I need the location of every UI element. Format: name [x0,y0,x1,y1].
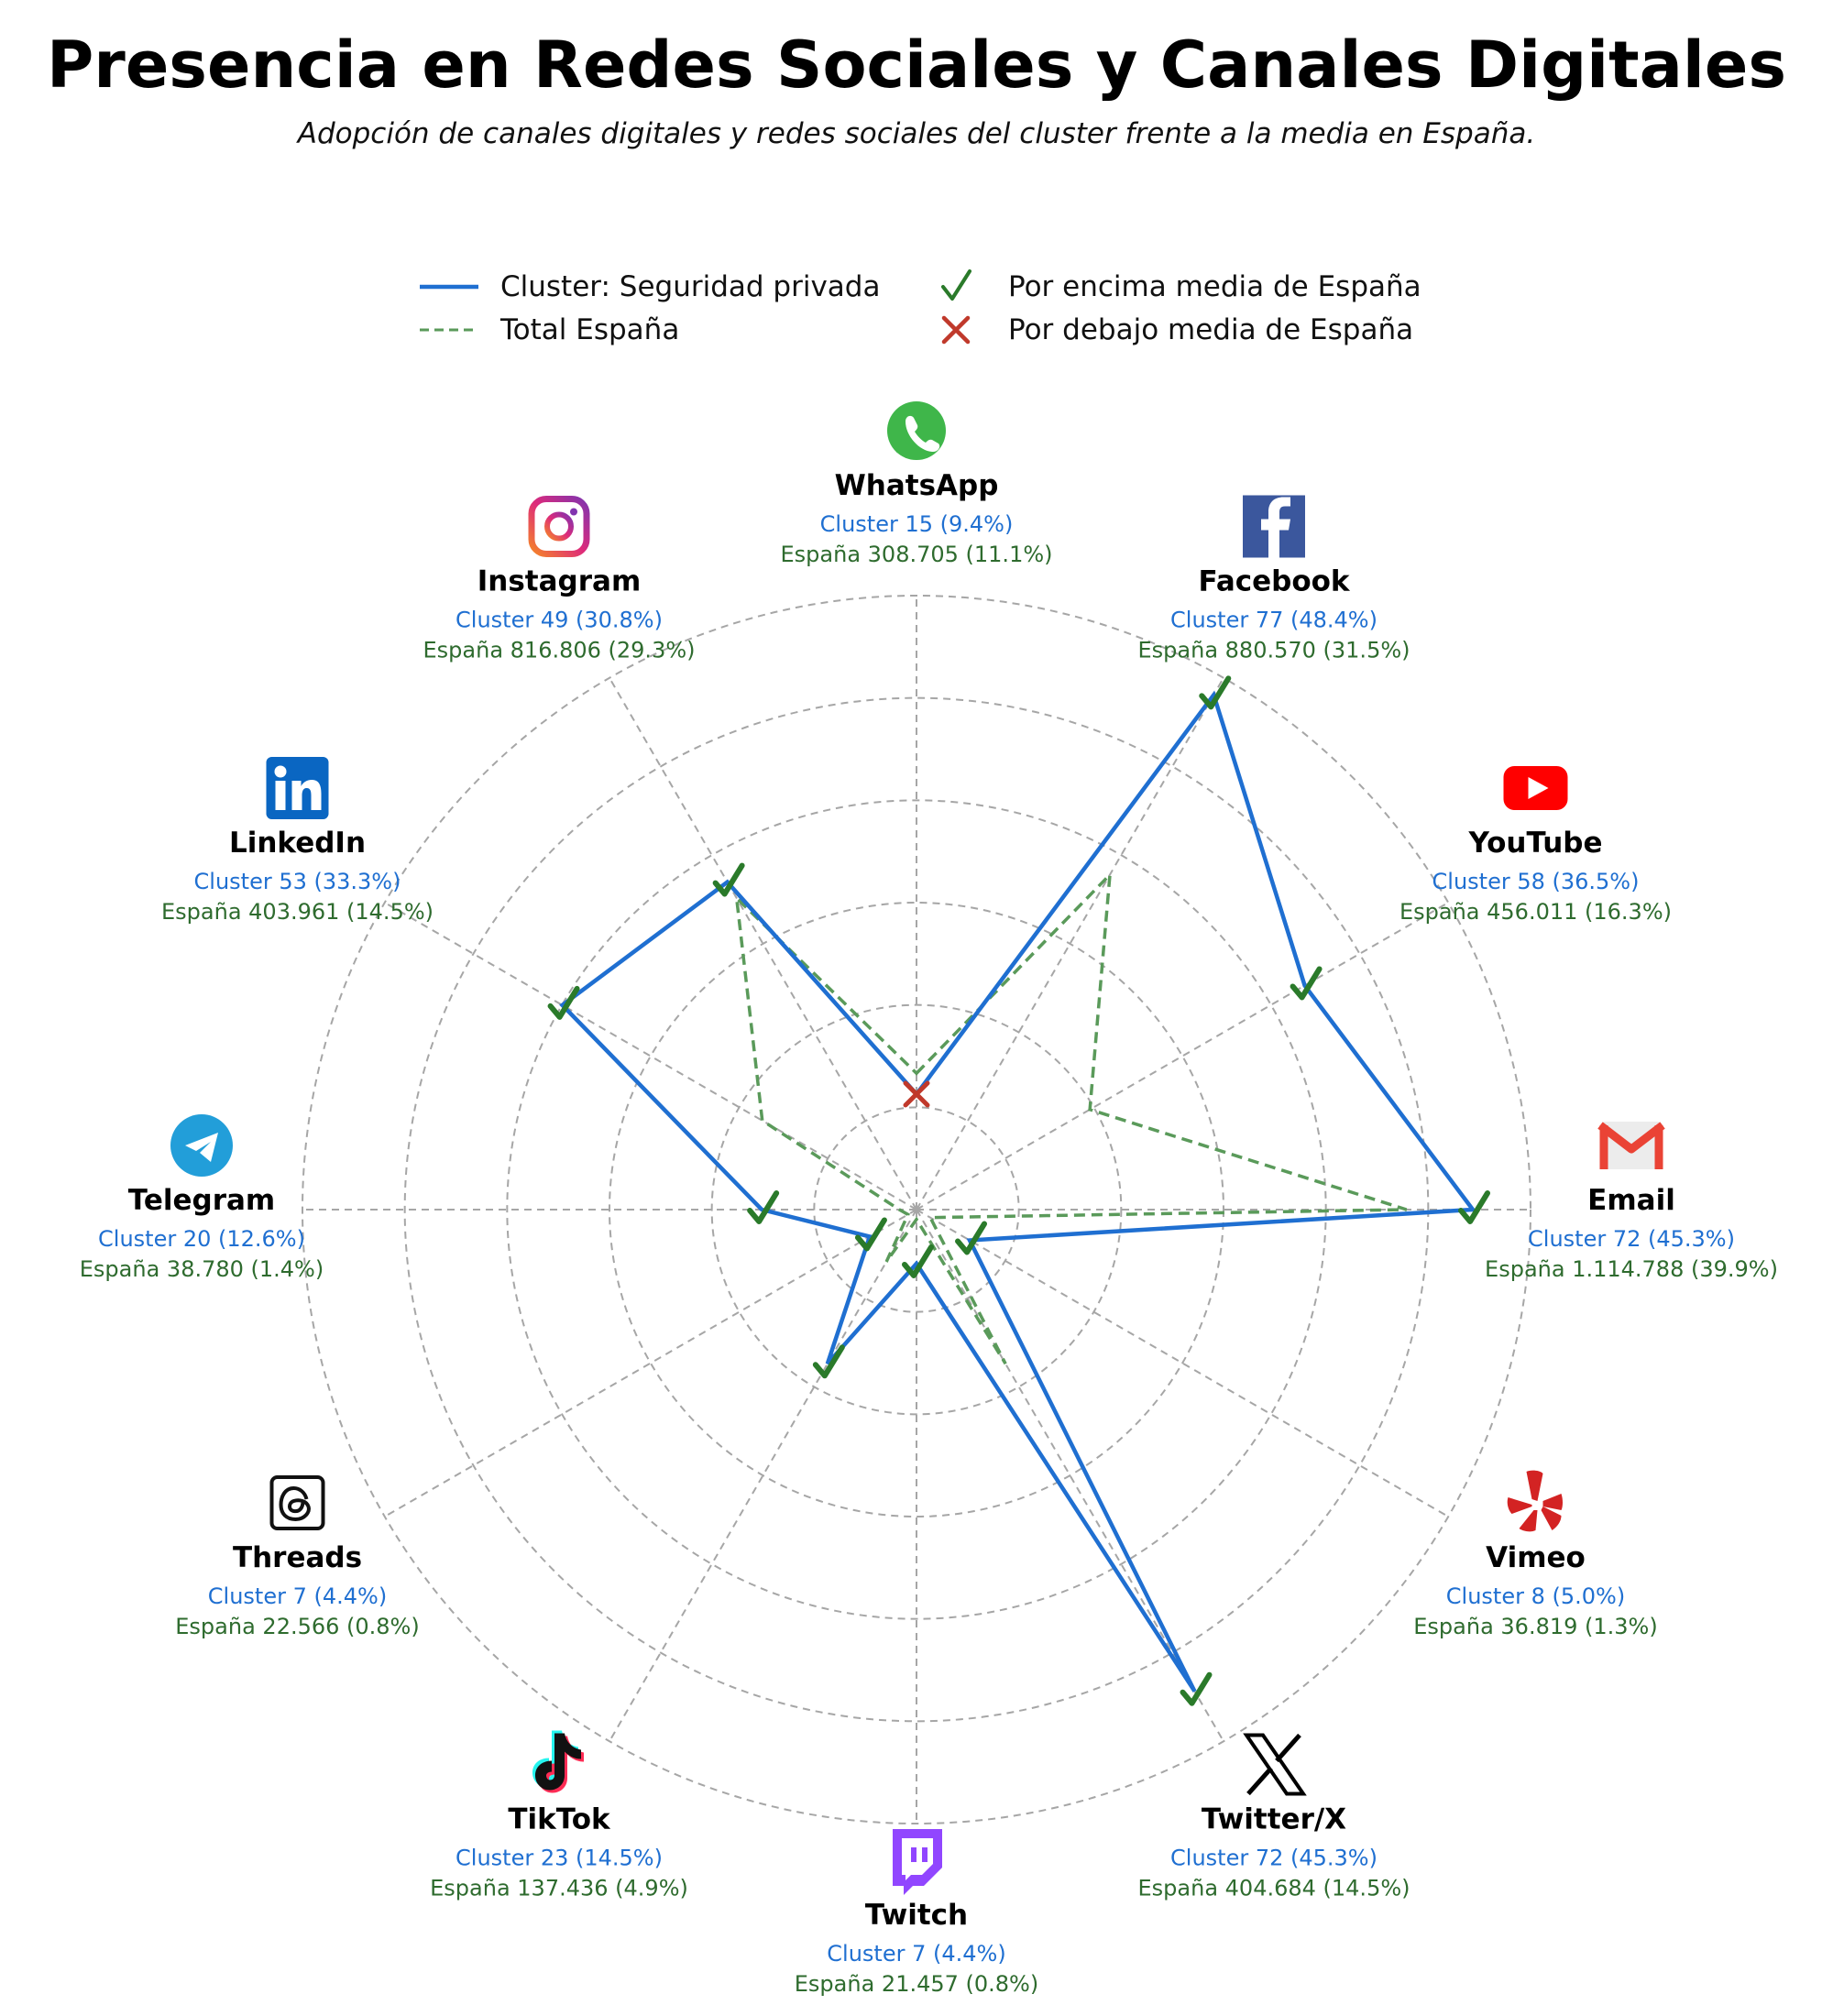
check-marker-icon [750,1193,776,1222]
threads-icon [272,1477,324,1528]
spain-value-label: España 137.436 (4.9%) [430,1875,688,1901]
spain-value-label: España 1.114.788 (39.9%) [1485,1256,1778,1282]
legend-spain-label: Total España [500,313,680,346]
cluster-value-label: Cluster 72 (45.3%) [1528,1226,1735,1252]
youtube-icon [1503,766,1567,810]
category-name: TikTok [508,1802,610,1836]
category-labels [80,469,1778,1997]
spain-value-label: España 38.780 (1.4%) [79,1256,324,1282]
cluster-value-label: Cluster 15 (9.4%) [819,511,1014,537]
legend-cluster-label: Cluster: Seguridad privada [500,270,881,303]
x-icon [1246,1735,1303,1793]
category-label-group [795,1899,1038,1997]
legend-above-label: Por encima media de España [1008,270,1421,303]
legend-check-icon [943,271,970,299]
category-label-group [423,565,696,663]
category-name: Twitter/X [1201,1802,1347,1836]
spain-value-label: España 404.684 (14.5%) [1137,1875,1410,1901]
cluster-value-label: Cluster 7 (4.4%) [207,1583,388,1609]
check-marker-icon [716,866,742,894]
cluster-value-label: Cluster 49 (30.8%) [456,607,663,633]
spain-value-label: España 816.806 (29.3%) [423,637,696,663]
spain-value-label: España 22.566 (0.8%) [175,1614,420,1639]
linkedin-icon [267,757,329,819]
grid-spoke [385,1210,916,1517]
twitch-icon [893,1829,942,1895]
whatsapp-icon [887,401,946,460]
cluster-value-label: Cluster 58 (36.5%) [1432,869,1640,894]
category-label-group [1399,827,1672,925]
category-label-group [1138,1802,1410,1901]
spain-value-label: España 880.570 (31.5%) [1137,637,1410,663]
category-name: Twitch [864,1899,969,1932]
legend-below-label: Por debajo media de España [1008,313,1414,346]
category-label-group [80,1184,324,1282]
category-name: Vimeo [1486,1541,1586,1574]
category-label-group [1138,565,1410,663]
category-label-group [430,1802,688,1901]
category-name: LinkedIn [228,827,367,860]
chart-title: Presencia en Redes Sociales y Canales Digitales [47,27,1786,103]
category-label-group [781,469,1053,567]
category-label-group [1485,1184,1778,1282]
spain-value-label: España 456.011 (16.3%) [1399,899,1672,925]
cluster-value-label: Cluster 23 (14.5%) [456,1845,663,1871]
category-name: Email [1587,1184,1675,1217]
legend-cross-icon [944,318,968,342]
tiktok-icon [532,1730,584,1792]
instagram-icon [532,499,587,554]
chart-subtitle: Adopción de canales digitales y redes sociales del cluster frente a la media en España. [297,117,1536,150]
gmail-icon [1600,1122,1663,1169]
cluster-value-label: Cluster 20 (12.6%) [98,1226,305,1252]
cluster-value-label: Cluster 53 (33.3%) [193,869,401,894]
category-label-group [1413,1541,1657,1639]
telegram-icon [170,1114,233,1177]
cluster-value-label: Cluster 7 (4.4%) [827,1941,1006,1967]
category-name: Instagram [477,564,642,598]
cluster-value-label: Cluster 72 (45.3%) [1170,1845,1377,1871]
spain-value-label: España 308.705 (11.1%) [780,542,1053,567]
radar-markers [551,678,1487,1703]
spain-value-label: España 36.819 (1.3%) [1413,1614,1658,1639]
cluster-value-label: Cluster 77 (48.4%) [1170,607,1377,633]
grid-spoke [385,903,916,1210]
spain-value-label: España 21.457 (0.8%) [794,1971,1039,1997]
radar-grid [302,596,1531,1824]
grid-spoke [916,903,1448,1210]
check-marker-icon [905,1247,931,1276]
spain-value-label: España 403.961 (14.5%) [161,899,434,925]
yelp-icon [1508,1471,1563,1532]
category-name: Telegram [127,1184,276,1217]
cluster-value-label: Cluster 8 (5.0%) [1445,1583,1626,1609]
category-name: WhatsApp [834,469,999,502]
category-name: Facebook [1198,564,1350,598]
series-cluster [563,695,1473,1691]
category-name: YouTube [1468,827,1603,860]
facebook-icon [1243,496,1305,558]
category-label-group [161,827,434,925]
series-total-espana [737,874,1407,1364]
radar-series [563,695,1473,1691]
category-label-group [175,1541,419,1639]
category-name: Threads [232,1541,363,1574]
